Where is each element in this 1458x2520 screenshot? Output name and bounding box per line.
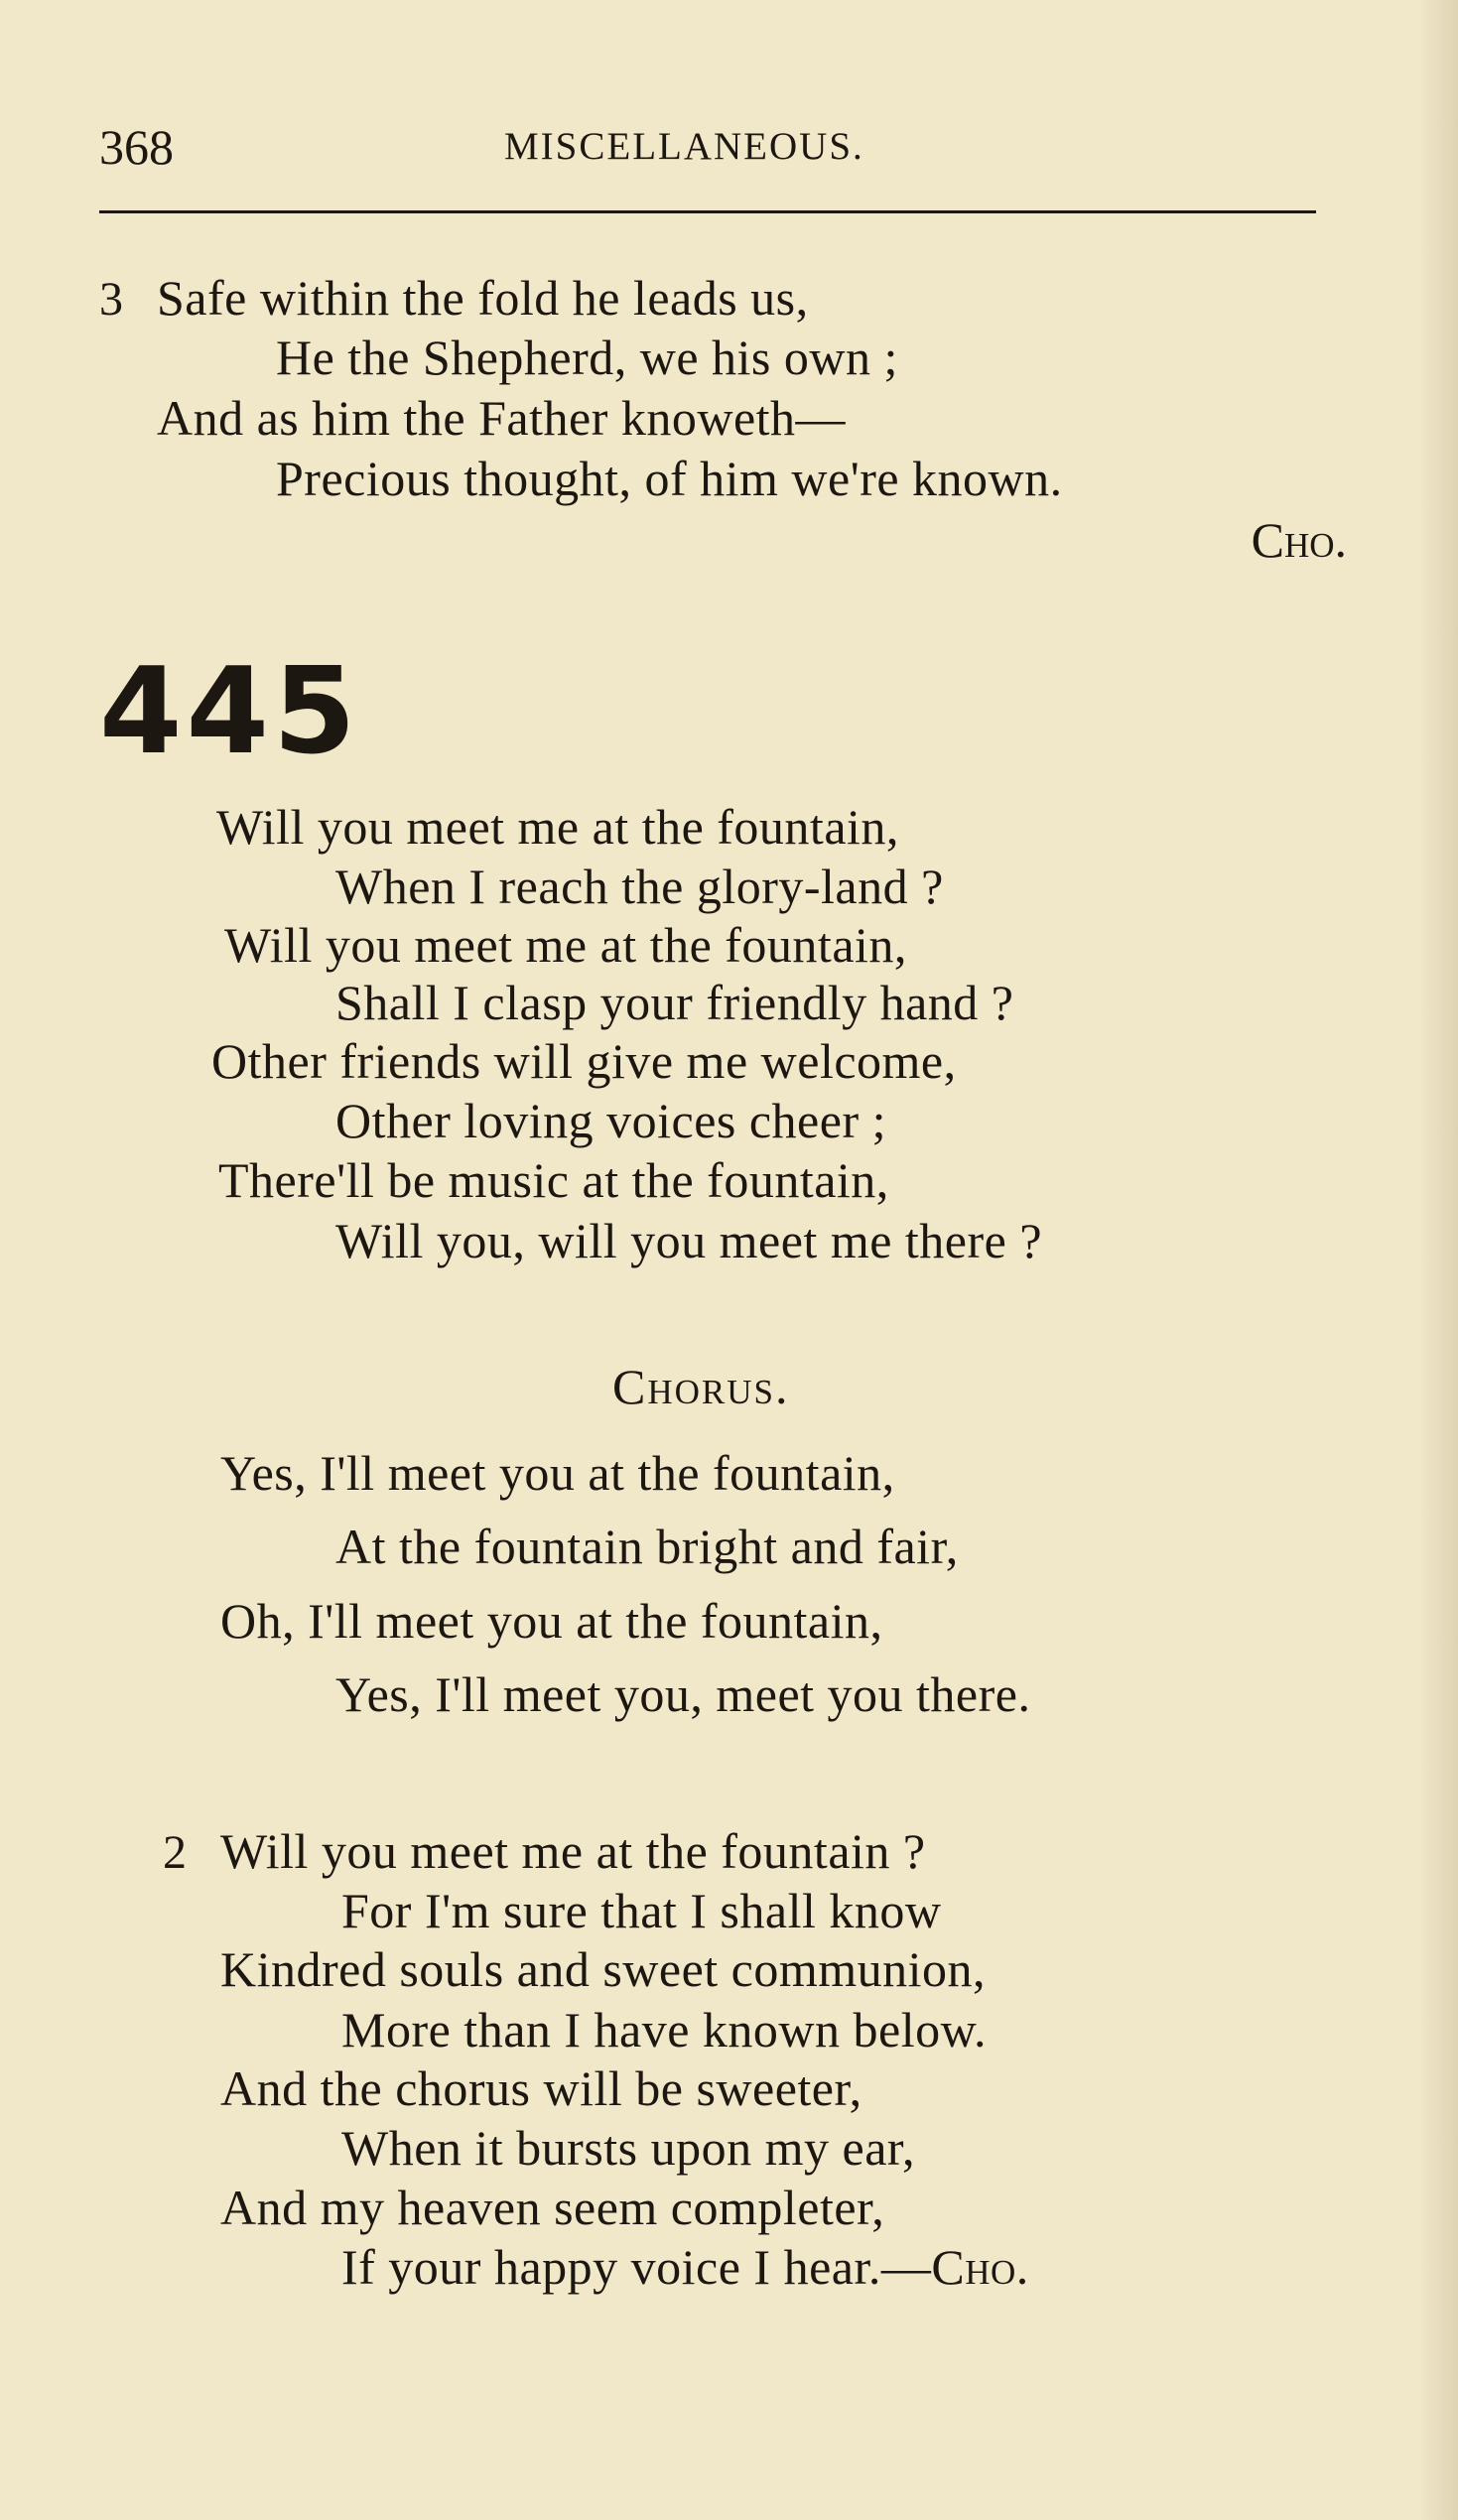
verse-line: When I reach the glory-land ? (335, 859, 944, 914)
chorus-line: Oh, I'll meet you at the fountain, (220, 1593, 883, 1649)
stanza-number: 3 (99, 273, 123, 326)
verse-line: For I'm sure that I shall know (341, 1883, 942, 1938)
section-title: MISCELLANEOUS. (504, 125, 864, 168)
verse-line: Will you meet me at the fountain ? (220, 1823, 926, 1879)
verse-line: Safe within the fold he leads us, (157, 270, 809, 326)
verse-line: Other loving voices cheer ; (335, 1093, 886, 1148)
refrain-marker: Cho. (931, 2239, 1029, 2295)
page-edge-shadow (1418, 0, 1458, 2520)
verse-line: Will you, will you meet me there ? (335, 1213, 1043, 1268)
verse-line: When it bursts upon my ear, (341, 2120, 916, 2176)
verse-line: There'll be music at the fountain, (218, 1152, 889, 1208)
chorus-line: Yes, I'll meet you at the fountain, (220, 1445, 895, 1501)
page-number: 368 (99, 119, 174, 175)
verse-line: Will you meet me at the fountain, (224, 917, 907, 973)
chorus-line: Yes, I'll meet you, meet you there. (335, 1666, 1031, 1722)
verse-line: And my heaven seem completer, (220, 2180, 885, 2235)
verse-line-text: If your happy voice I hear.— (341, 2239, 932, 2295)
verse-line: Will you meet me at the fountain, (216, 799, 899, 855)
header-rule (99, 210, 1316, 213)
verse-line: And as him the Father knoweth— (157, 390, 847, 446)
chorus-heading: Chorus. (612, 1359, 790, 1414)
verse-line: And the chorus will be sweeter, (220, 2060, 862, 2116)
verse-line (341, 2237, 1029, 2297)
verse-line: He the Shepherd, we his own ; (276, 330, 898, 385)
verse-line: Precious thought, of him we're known. (276, 451, 1063, 506)
verse-line: More than I have known below. (341, 2002, 987, 2057)
verse-line: Kindred souls and sweet communion, (220, 1941, 987, 1997)
verse-line: Other friends will give me welcome, (211, 1033, 957, 1089)
verse-line: Shall I clasp your friendly hand ? (335, 975, 1014, 1030)
refrain-marker: Cho. (1251, 512, 1347, 568)
chorus-line: At the fountain bright and fair, (335, 1519, 959, 1574)
stanza-number: 2 (163, 1826, 187, 1879)
hymn-number: 445 (99, 643, 360, 781)
